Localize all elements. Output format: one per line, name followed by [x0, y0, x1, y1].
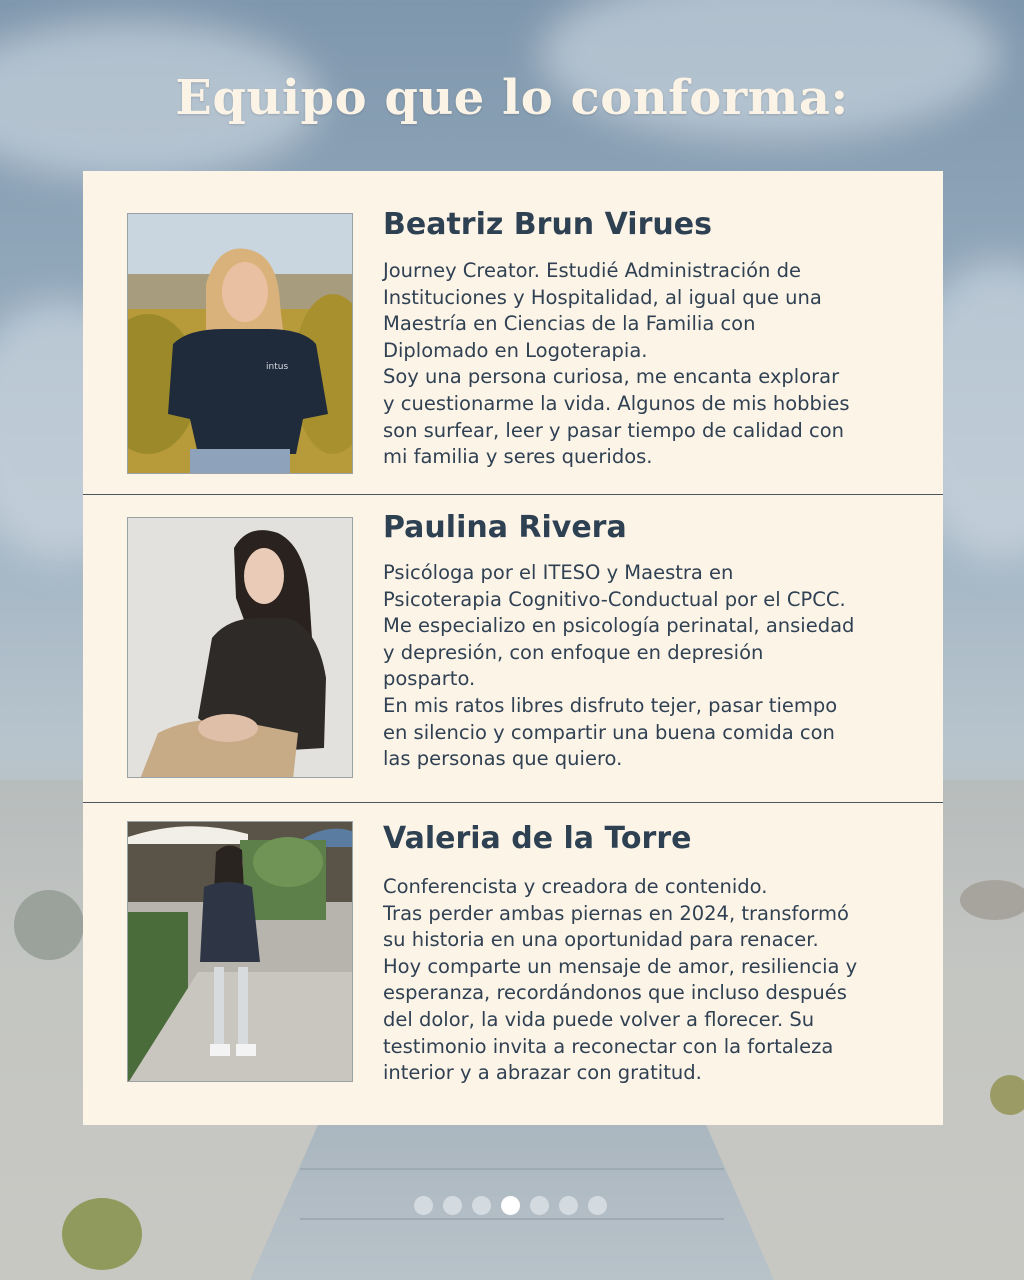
page-title: Equipo que lo conforma:: [175, 70, 849, 126]
shirt-logo: intus: [266, 362, 289, 372]
member-bio: Journey Creator. Estudié Administración de Instituciones y Hospitalidad, al igual que una Maestría en Ciencias de la Familia con Diplomado en Logoterapia. Soy una persona curiosa, me encanta explorar y cuestionarme la vida. Algunos de mis hobbies son surfear, leer y pasar tiempo de calidad con mi familia y seres queridos.: [383, 259, 850, 469]
member-name: Paulina Rivera: [383, 510, 627, 545]
team-member: [83, 495, 943, 802]
team-member: [83, 803, 943, 1125]
team-member: [83, 171, 943, 494]
carousel-pagination: [414, 1196, 607, 1215]
member-name: Beatriz Brun Virues: [383, 207, 712, 242]
pagination-dot[interactable]: [472, 1196, 491, 1215]
shrub-decoration: [960, 880, 1024, 920]
member-photo: [127, 213, 353, 474]
member-photo: [127, 517, 353, 778]
cactus-decoration: [990, 1075, 1024, 1115]
member-photo: [127, 821, 353, 1082]
shrub-decoration: [14, 890, 84, 960]
pagination-dot[interactable]: [559, 1196, 578, 1215]
cactus-decoration: [62, 1198, 142, 1270]
pagination-dot[interactable]: [588, 1196, 607, 1215]
pagination-dot[interactable]: [530, 1196, 549, 1215]
member-name: Valeria de la Torre: [383, 821, 692, 856]
pagination-dot-active[interactable]: [501, 1196, 520, 1215]
member-bio: Conferencista y creadora de contenido. Tras perder ambas piernas en 2024, transformó su historia en una oportunidad para renacer. Hoy comparte un mensaje de amor, resiliencia y esperanza, recordándonos que incluso después del dolor, la vida puede volver a florecer. Su testimonio invita a reconectar con la fortaleza interior y a abrazar con gratitud.: [383, 875, 858, 1085]
team-card: [83, 171, 943, 1125]
pagination-dot[interactable]: [414, 1196, 433, 1215]
member-bio: Psicóloga por el ITESO y Maestra en Psicoterapia Cognitivo-Conductual por el CPCC. Me especializo en psicología perinatal, ansiedad y depresión, con enfoque en depresión posparto. En mis ratos libres disfruto tejer, pasar tiempo en silencio y compartir una buena comida con las personas que quiero.: [383, 561, 855, 771]
pagination-dot[interactable]: [443, 1196, 462, 1215]
